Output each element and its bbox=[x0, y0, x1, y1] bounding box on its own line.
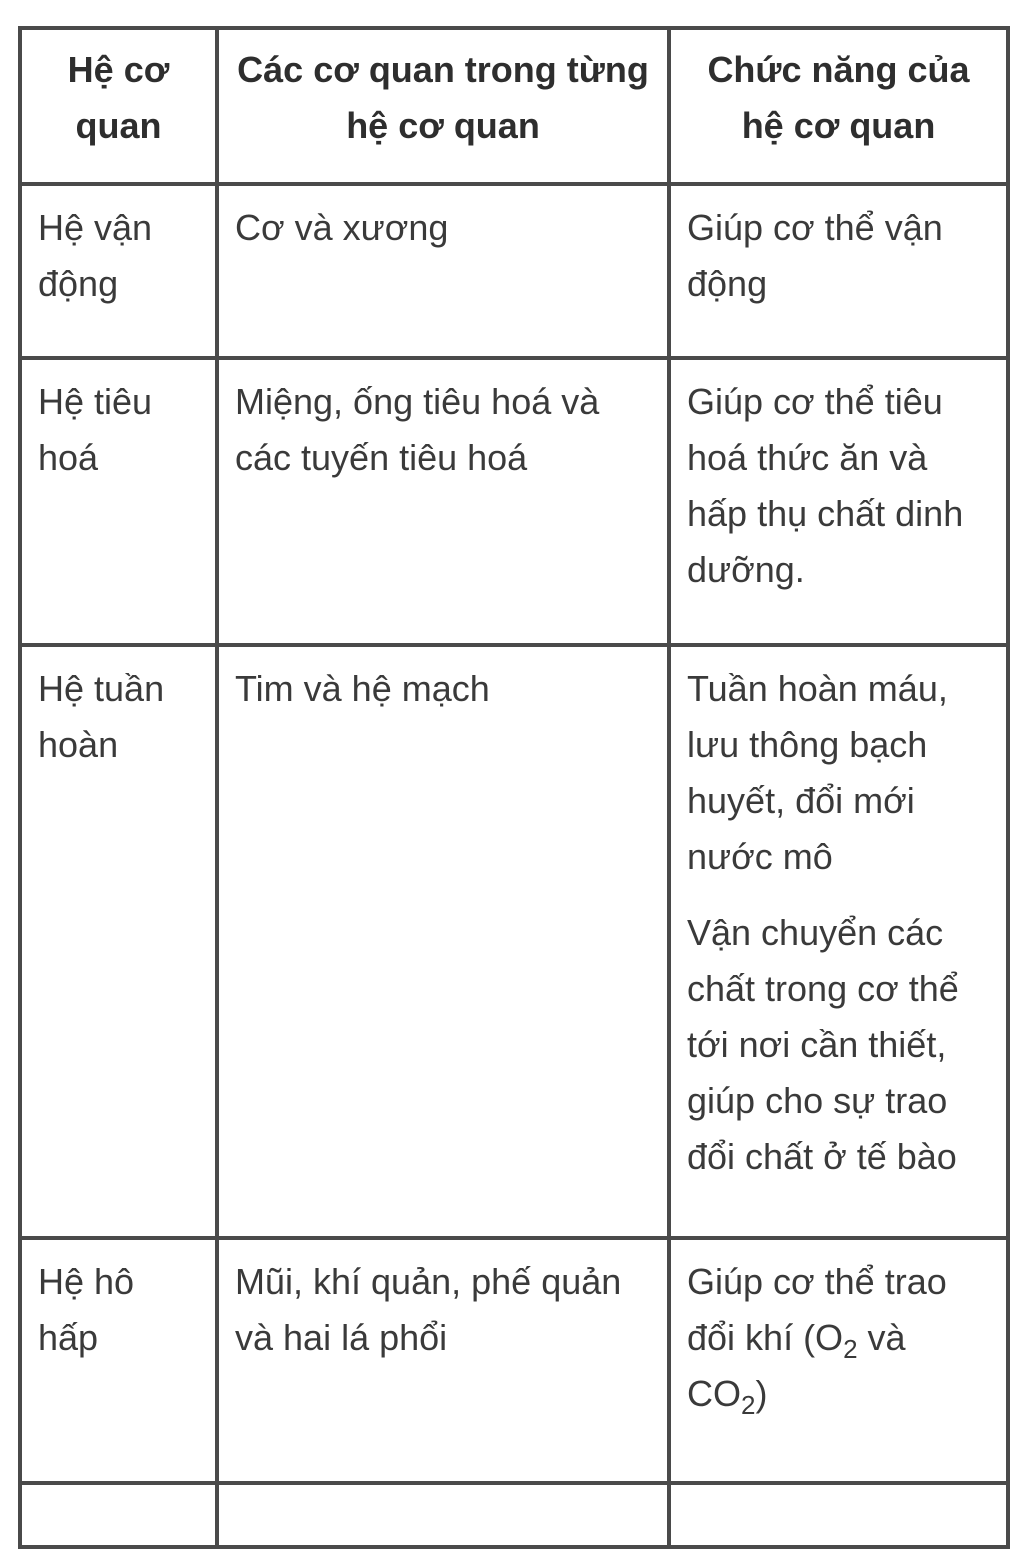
cell-empty bbox=[217, 1483, 669, 1547]
header-organs: Các cơ quan trong từng hệ cơ quan bbox=[217, 28, 669, 184]
cell-function bbox=[669, 358, 1008, 645]
cell-system: Hệ tiêu hoá bbox=[20, 358, 217, 645]
function-text: Vận chuyển các chất trong cơ thể tới nơi cần thiết, giúp cho sự trao đổi chất ở tế bào bbox=[687, 912, 959, 1177]
function-text: Giúp cơ thể tiêu hoá thức ăn và hấp thụ chất dinh dưỡng. bbox=[687, 381, 964, 590]
function-text-middle: và CO bbox=[687, 1317, 906, 1414]
cell-function bbox=[669, 184, 1008, 358]
table-row bbox=[20, 358, 1008, 645]
cell-organs: Cơ và xương bbox=[217, 184, 669, 358]
subscript: 2 bbox=[741, 1390, 756, 1420]
subscript: 2 bbox=[843, 1334, 858, 1364]
cell-organs: Tim và hệ mạch bbox=[217, 645, 669, 1238]
organ-systems-table bbox=[18, 26, 1010, 1549]
cell-function bbox=[669, 1238, 1008, 1483]
table-row-partial bbox=[20, 1483, 1008, 1547]
table-row bbox=[20, 184, 1008, 358]
cell-system: Hệ vận động bbox=[20, 184, 217, 358]
cell-function bbox=[669, 645, 1008, 1238]
cell-empty bbox=[20, 1483, 217, 1547]
organ-systems-table-container bbox=[18, 26, 1006, 1549]
cell-organs: Mũi, khí quản, phế quản và hai lá phổi bbox=[217, 1238, 669, 1483]
function-text: Giúp cơ thể vận động bbox=[687, 207, 943, 304]
cell-system: Hệ hô hấp bbox=[20, 1238, 217, 1483]
table-row bbox=[20, 645, 1008, 1238]
function-text-suffix: ) bbox=[755, 1373, 768, 1414]
cell-empty bbox=[669, 1483, 1008, 1547]
function-text: Tuần hoàn máu, lưu thông bạch huyết, đổi mới nước mô bbox=[687, 668, 948, 877]
table-header-row bbox=[20, 28, 1008, 184]
cell-system: Hệ tuần hoàn bbox=[20, 645, 217, 1238]
header-system: Hệ cơ quan bbox=[20, 28, 217, 184]
header-function: Chức năng của hệ cơ quan bbox=[669, 28, 1008, 184]
table-row bbox=[20, 1238, 1008, 1483]
function-text-prefix: Giúp cơ thể trao đổi khí (O bbox=[687, 1261, 947, 1358]
function-text bbox=[687, 1254, 990, 1422]
cell-organs: Miệng, ống tiêu hoá và các tuyến tiêu hoá bbox=[217, 358, 669, 645]
